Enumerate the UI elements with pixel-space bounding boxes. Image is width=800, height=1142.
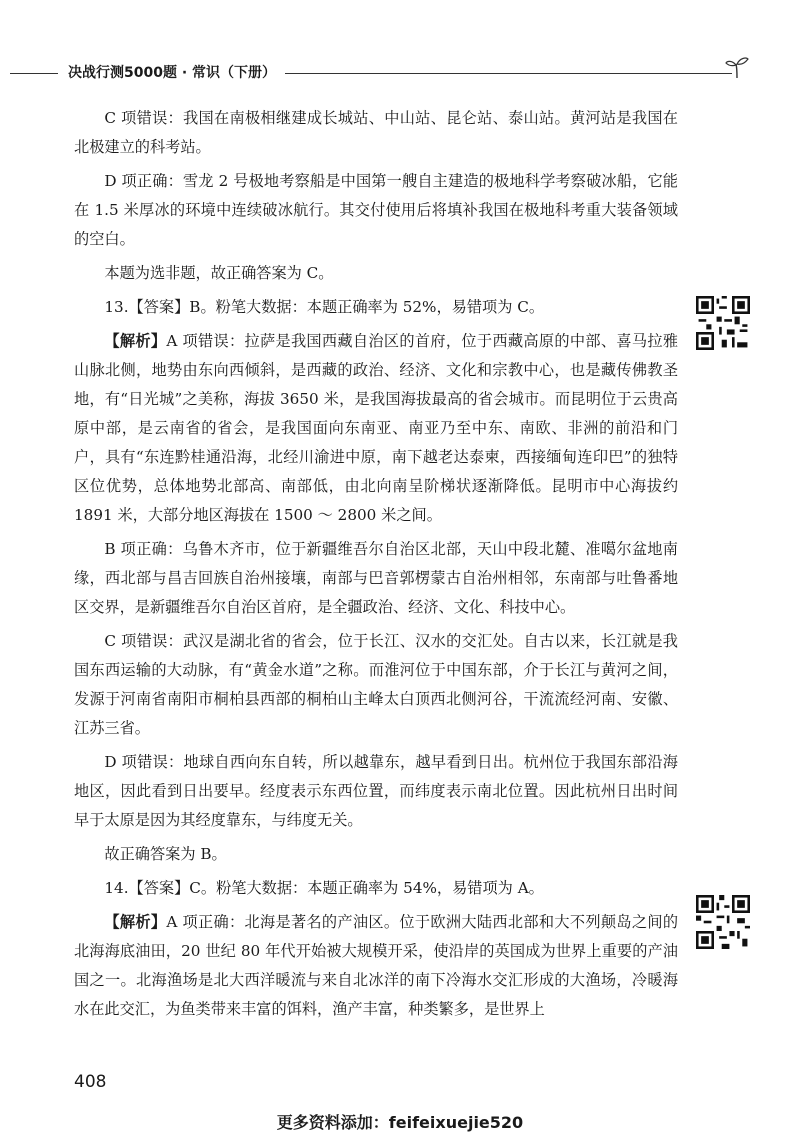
q13-analysis-b: B 项正确：乌鲁木齐市，位于新疆维吾尔自治区北部，天山中段北麓、准噶尔盆地南缘，西北部与昌吉回族自治州接壤，南部与巴音郭楞蒙古自治州相邻，东南部与吐鲁番地区交界，是新疆维吾尔自治区首府，是全疆政治、经济、文化、科技中心。 [74, 540, 678, 616]
q13-answer-line: 13.【答案】B。粉笔大数据：本题正确率为 52%，易错项为 C。 [104, 298, 545, 316]
q14-analysis-a-text: A 项正确：北海是著名的产油区。位于欧洲大陆西北部和大不列颠岛之间的北海海底油田，20 世纪 80 年代开始被大规模开采，使沿岸的英国成为世界上重要的产油国之一。北海渔场是北大西洋暖流与来自北冰洋的南下冷海水交汇形成的大渔场，冷暖海水在此交汇，为鱼类带来丰富的饵料，渔产丰富，种类繁多，是世界上 [74, 913, 679, 1018]
page-body [74, 104, 678, 1029]
q13-analysis-c: C 项错误：武汉是湖北省的省会，位于长江、汉水的交汇处。自古以来，长江就是我国东西运输的大动脉，有“黄金水道”之称。而淮河位于中国东部，介于长江与黄河之间，发源于河南省南阳市桐柏县西部的桐柏山主峰太白顶西北侧河谷，干流流经河南、安徽、江苏三省。 [74, 632, 678, 737]
q13-analysis-a [74, 327, 678, 530]
header-rule-left [10, 73, 58, 74]
q13-analysis-a-text: A 项错误：拉萨是我国西藏自治区的首府，位于西藏高原的中部、喜马拉雅山脉北侧，地势由东向西倾斜，是西藏的政治、经济、文化和宗教中心，也是藏传佛教圣地，有“日光城”之美称，海拔 3650 米，是我国海拔最高的省会城市。而昆明位于云贵高原中部，是云南省的省会，是我国面向东南亚、南亚乃至中东、南欧、非洲的前沿和门户，具有“东连黔桂通沿海，北经川渝进中原，南下越老达泰柬，西接缅甸连印巴”的独特区位优势，总体地势北部高、南部低，由北向南呈阶梯状逐渐降低。昆明市中心海拔约 1891 米，大部分地区海拔在 1500 ～ 2800 米之间。 [74, 332, 679, 524]
q14-answer-line: 14.【答案】C。粉笔大数据：本题正确率为 54%，易错项为 A。 [104, 879, 544, 897]
q12-conclusion: 本题为选非题，故正确答案为 C。 [104, 264, 334, 282]
analysis-label: 【解析】 [104, 332, 167, 350]
q14-analysis-a [74, 908, 678, 1024]
book-title: 决战行测5000题 · 常识（下册） [68, 65, 277, 81]
analysis-label: 【解析】 [104, 913, 167, 931]
page-number: 408 [74, 1072, 107, 1092]
running-header [10, 56, 750, 86]
option-d-explanation-q12: D 项正确：雪龙 2 号极地考察船是中国第一艘自主建造的极地科学考察破冰船，它能在 1.5 米厚冰的环境中连续破冰航行。其交付使用后将填补我国在极地科考重大装备领域的空白。 [74, 172, 678, 248]
qr-code-icon[interactable] [696, 895, 750, 949]
footer-note: 更多资料添加：feifeixuejie520 [276, 1113, 524, 1132]
q13-conclusion: 故正确答案为 B。 [104, 845, 227, 863]
header-rule-right [285, 73, 732, 74]
q13-analysis-d: D 项错误：地球自西向东自转，所以越靠东，越早看到日出。杭州位于我国东部沿海地区，因此看到日出要早。经度表示东西位置，而纬度表示南北位置。因此杭州日出时间早于太原是因为其经度靠东，与纬度无关。 [74, 753, 678, 829]
sprout-icon [724, 54, 750, 80]
qr-code-icon[interactable] [696, 296, 750, 350]
option-c-explanation-q12: C 项错误：我国在南极相继建成长城站、中山站、昆仑站、泰山站。黄河站是我国在北极建立的科考站。 [74, 109, 678, 156]
